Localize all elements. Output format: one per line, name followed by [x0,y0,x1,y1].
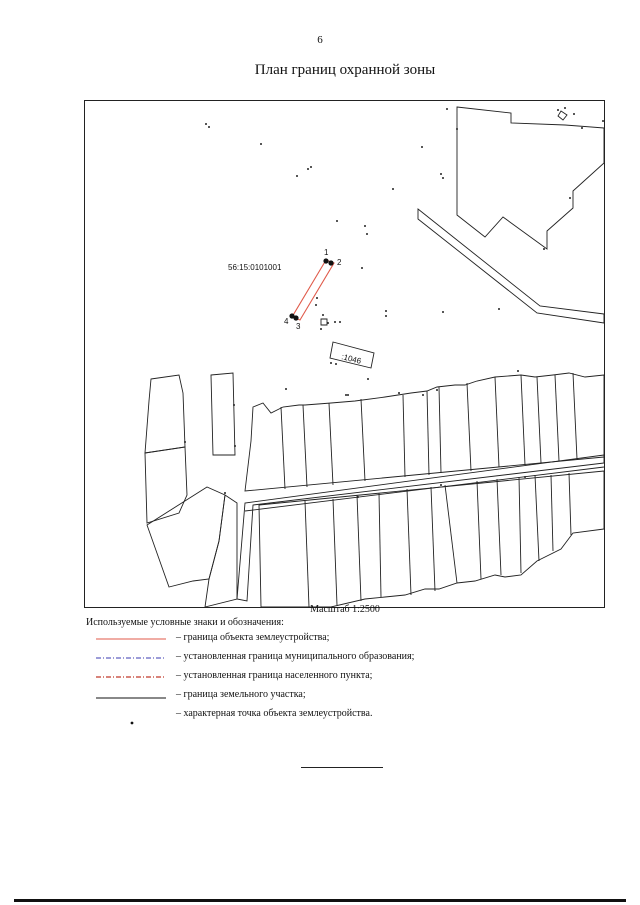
survey-points [184,107,604,498]
legend-item-municipal-boundary [96,651,616,669]
point-label-2: 2 [337,258,342,267]
turning-point-2 [328,260,333,265]
parcel-number-label: :1046 [340,352,363,366]
parcel-divider [497,479,501,575]
parcel-divider [521,375,525,465]
legend-item-label: – установленная граница населенного пункта; [176,670,373,681]
parcel-divider [407,489,411,595]
page-title: План границ охранной зоны [254,62,436,78]
parcel-divider [403,395,405,477]
point-label-1: 1 [324,248,329,257]
parcel-divider [445,485,457,583]
parcel-divider [477,481,481,579]
small-structure [321,319,327,325]
parcel-outline [211,373,235,455]
map-frame [84,100,605,608]
parcel-divider [431,487,435,591]
parcel-divider [519,477,521,573]
street-road [237,455,604,601]
road-lane [418,209,604,323]
legend-item-settlement-boundary [96,670,616,688]
blue-dashdot-line-icon [96,652,166,664]
parcel-divider [379,493,381,597]
red-solid-line-icon [96,633,166,645]
parcel-divider [555,375,559,461]
point-label-4: 4 [284,317,289,326]
parcel-divider [303,405,307,487]
legend-item-label: – граница земельного участка; [176,689,306,700]
turning-point-1 [323,258,328,263]
black-solid-line-icon [96,690,166,702]
legend-item-characteristic-point [96,708,616,726]
map-scale: Масштаб 1:2500 [310,604,380,615]
legend-item-object-boundary [96,632,616,650]
turning-point-4 [289,313,294,318]
parcel-divider [495,377,499,467]
parcel-outline [145,447,187,523]
point-icon [96,709,166,727]
parcel-divider [537,377,541,463]
legend-item-label: – характерная точка объекта землеустройства. [176,708,373,719]
protection-zone-boundary [292,260,334,320]
parcel-divider [329,403,333,485]
small-structure [558,111,567,120]
parcel-divider [357,495,361,601]
legend-item-parcel-boundary [96,689,616,707]
parcel-outline [147,487,225,587]
boundary-plan-map [85,101,604,607]
parcel-divider [551,475,553,551]
scan-edge-bar [14,899,626,902]
legend-title: Используемые условные знаки и обозначения: [86,617,284,628]
parcel-outline [205,495,237,607]
parcel-divider [281,407,285,489]
parcel-divider [333,499,337,605]
cadastral-quarter-label: 56:15:0101001 [228,263,282,272]
parcel-divider [427,391,429,475]
parcel-outline [145,375,185,453]
signature-line [301,767,383,768]
parcel-divider [439,387,441,473]
legend-item-label: – граница объекта землеустройства; [176,632,330,643]
point-label-3: 3 [296,322,301,331]
parcel-divider [467,383,471,471]
legend-item-label: – установленная граница муниципального образования; [176,651,415,662]
parcel-divider [569,473,571,535]
parcel-divider [361,399,365,481]
parcel-divider [573,373,577,459]
page-number: 6 [317,34,323,46]
parcel-divider [305,501,309,607]
parcel-divider [535,475,539,561]
red-dashdot-line-icon [96,671,166,683]
